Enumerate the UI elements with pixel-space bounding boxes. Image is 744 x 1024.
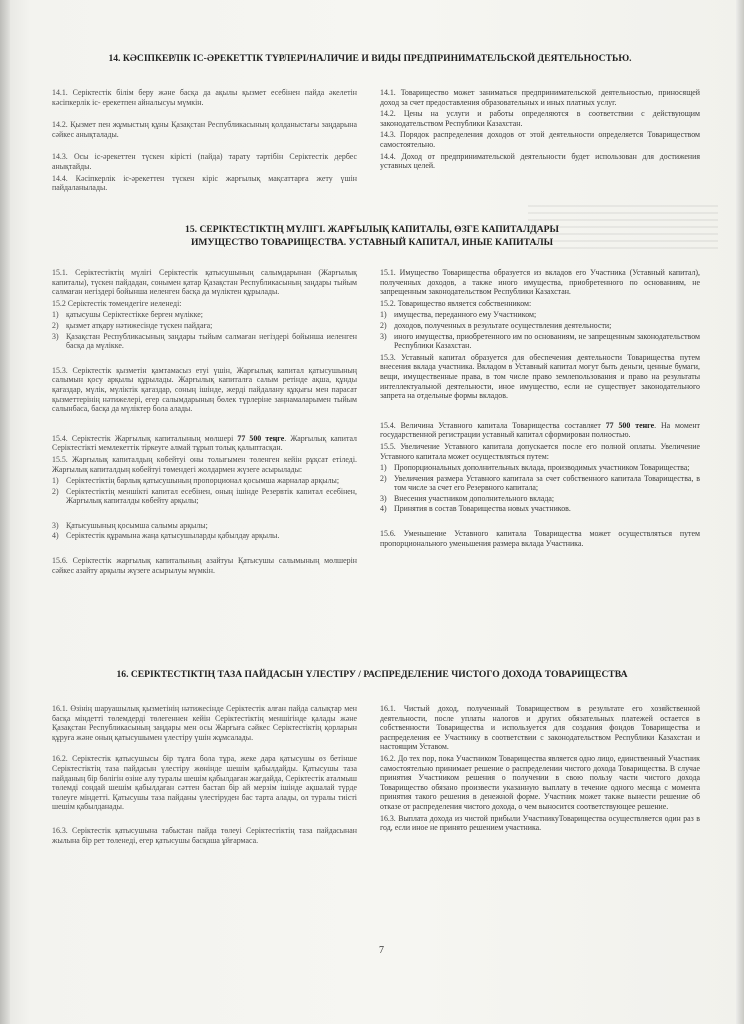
list-item: 3) Внесения участником дополнительного вклада; — [380, 493, 555, 503]
list-item: 3) Қазақстан Республикасының заңдары тыйым салмаған негіздері бойынша иеленген басқа да мүлікке. — [52, 331, 357, 351]
list-item: 2) қызмет атқару нәтижесінде түскен пайдаға; — [52, 320, 213, 330]
clause-15-1-ru: 15.1. Имущество Товарищества образуется из вкладов его Участника (Уставный капитал), полученных доходов, а также иного имущества, приобретенного по основаниям, не запрещенным законодательством Республики Казахстан. — [380, 268, 700, 297]
capital-amount-ru: 77 500 тенге — [605, 420, 655, 430]
clause-15-6-kz: 15.6. Серіктестік жарғылық капиталының азайтуы Қатысушы салымының мөлшерін сәйкес азайту арқылы жүзеге асырылуы мүмкін. — [52, 556, 357, 575]
section-15-title-ru: ИМУЩЕСТВО ТОВАРИЩЕСТВА. УСТАВНЫЙ КАПИТАЛ, ИНЫЕ КАПИТАЛЫ — [190, 237, 554, 248]
clause-16-1-kz: 16.1. Өзінің шаруашылық қызметінің нәтижесінде Серіктестік алған пайда салықтар мен басқа міндетті төлемдерді төлегеннен кейін Серіктестіктің меншігінде қалады және Қазақстан Республикасының заңдары мен осы Жарғыға сәйкес Серіктестіктің қорларын құруға және оның қатысушымен үлестіру үшін жұмсалады. — [52, 704, 357, 742]
list-item: 4) Принятия в состав Товарищества новых участников. — [380, 504, 571, 514]
clause-15-5-ru: 15.5. Увеличение Уставного капитала допускается после его полной оплаты. Увеличение Уставного капитала может осуществляться путем: — [380, 441, 700, 461]
clause-14-4-ru: 14.4. Доход от предпринимательской деятельности будет использован для достижения уставных целей. — [380, 151, 700, 171]
section-15-kazakh-column — [52, 268, 357, 582]
list-item: 3) Қатысушының қосымша салымы арқылы; — [52, 520, 208, 530]
list-item: 1) Серіктестіктің барлық қатысушының пропорционал қосымша жарналар арқылы; — [52, 476, 340, 486]
clause-14-1-ru: 14.1. Товарищество может заниматься предпринимательской деятельностью, приносящей доход за счет предоставления образовательных и иных платных услуг. — [380, 88, 700, 107]
clause-14-3-ru: 14.3. Порядок распределения доходов от этой деятельности определяется Товариществом самостоятельно. — [380, 130, 700, 149]
section-15-russian-column — [380, 268, 700, 555]
list-item: 2) доходов, полученных в результате осуществления деятельности; — [380, 320, 612, 330]
list-item: 1) қатысушы Серіктестікке берген мүлікке; — [52, 310, 203, 320]
clause-14-1-kz: 14.1. Серіктестік білім беру және басқа да ақылы қызмет есебінен пайда әкелетін кәсіпкерлік іс- ерекетпен айналысуы мүмкін. — [52, 88, 357, 107]
clause-14-2-kz: 14.2. Қызмет пен жұмыстың құны Қазақстан Республикасының қолданыстағы заңдарына сәйкес анықталады. — [52, 120, 357, 139]
section-15-title — [40, 223, 704, 249]
list-item: 2) Увеличения размера Уставного капитала за счет собственного капитала Товарищества, в том числе за счет его Резервного капитала; — [380, 473, 700, 493]
clause-16-2-ru: 16.2. До тех пор, пока Участником Товарищества является одно лицо, единственный Участник самостоятельно принимает решение о распределении чистого дохода Товарищества. В случае принятия Участником решения о получении в свою пользу части чистого дохода Товарищество обязано произвести указанную выплату в течение одного месяца с момента принятия такого решения в денежной форме. Участник может также вынести решение об отказе от распределения чистого дохода, о чем выносится соответствующее решение. — [380, 753, 700, 811]
section-14-kazakh-column — [52, 88, 357, 195]
clause-15-4-ru: 15.4. Величина Уставного капитала Товарищества составляет 77 500 тенге. На момент государственной регистрации уставный капитал сформирован полностью. — [380, 420, 700, 440]
section-15-title-kz: 15. СЕРІКТЕСТІКТІҢ МҮЛІГІ. ЖАРҒЫЛЫҚ КАПИТАЛЫ, ӨЗГЕ КАПИТАЛДАРЫ — [185, 224, 559, 235]
page-number: 7 — [379, 945, 384, 956]
section-16-title: 16. СЕРІКТЕСТІКТІҢ ТАЗА ПАЙДАСЫН ҮЛЕСТІРУ / РАСПРЕДЕЛЕНИЕ ЧИСТОГО ДОХОДА ТОВАРИЩЕСТВА — [116, 669, 628, 680]
clause-15-1-kz: 15.1. Серіктестіктің мүлігі Серіктестік қатысушының салымдарынан (Жарғылық капиталы), түскен пайдадан, сонымен қатар Қазақстан Республикасының заңдары тыйым салмаған негіздері бойынша иеленген басқа да мүліктен құрылады. — [52, 268, 357, 297]
list-item: 1) имущества, переданного ему Участником; — [380, 310, 537, 320]
clause-15-2-kz: 15.2 Серіктестік төмендегіге иеленеді: — [52, 298, 182, 308]
clause-16-1-ru: 16.1. Чистый доход, полученный Товариществом в результате его хозяйственной деятельности, после уплаты налогов и других обязательных платежей остается в собственности Товарищества и используется для создания фондов Товарищества и распределения ее Участнику в соответствии с законодательством Республики Казахстан и настоящим Уставом. — [380, 704, 700, 752]
clause-15-3-kz: 15.3. Серіктестік қызметін қамтамасыз етуі үшін, Жарғылық капитал қатысушының салымын қосу арқылы құрылады. Жарғылық капиталға салым ретінде ақша, құнды қағаздар, мүлік, мүліктік қағаздар, соның ішінде, жерді пайдалану құқығы мен парасат қызметтерінің нәтижелері, егер салымдарының бөлек түрлеріне заңнамаларымен тыйым салынбаса, басқа да мүліктер бола алады. — [52, 365, 357, 414]
section-14-russian-column — [380, 88, 700, 173]
clause-14-3-kz: 14.3. Осы іс-әрекеттен түскен кірісті (пайда) тарату тәртібін Серіктестік дербес анықтайды. — [52, 152, 357, 171]
capital-amount-kz: 77 500 теңге — [237, 433, 285, 443]
clause-15-3-ru: 15.3. Уставный капитал образуется для обеспечения деятельности Товарищества путем внесения вклада участника. Вкладом в Уставный капитал могут быть деньги, ценные бумаги, вещи, имущественные права, в том числе право землепользования и право на результаты интеллектуальной деятельности, иное имущество, если не существует законодательного запрета на отдельные формы вкладов. — [380, 352, 700, 401]
clause-14-2-ru: 14.2. Цены на услуги и работы определяются в соответствии с действующим законодательством Республики Казахстан. — [380, 109, 700, 128]
page-right-edge — [736, 0, 744, 1024]
clause-15-4-kz: 15.4. Серіктестік Жарғылық капиталының мөлшері 77 500 теңге. Жарғылық капитал Серіктестікті мемлекеттік тіркеуге алмай тұрып толық қалыптасқан. — [52, 433, 357, 453]
clause-16-3-kz: 16.3. Серіктестік қатысушына табыстан пайда төлеуі Серіктестіктің таза пайдасынан жылына бір рет төленеді, егер қатысушы басқаша ұйғармаса. — [52, 825, 357, 845]
clause-15-5-kz: 15.5. Жарғылық капиталдың көбейтуі оны толығымен төленген кейін рұқсат етіледі. Жарғылық капиталдың көбейтуі төмендегі жолдармен жүзеге асырылады: — [52, 454, 357, 474]
section-16-russian-column — [380, 704, 700, 835]
clause-16-2-kz: 16.2. Серіктестік қатысушысы бір тұлға бола тұра, жеке дара қатысушы өз бетінше Серіктестіктің таза пайдасын үлестіру жөнінде шешім қабылдайды. Қатысушы таза пайданың бір бөлігін өзіне алу туралы шешім қабылдаған жағдайда, Серіктестік аталмыш төлемді сондай шешім қабылдаған сәттен бастап бір ай мерзім ішінде ақшалай түрде төлеуге міндетті. Қатысушы таза пайданы үлестіруден бас тарта алады, ол туралы тиісті шешім қабылданады. — [52, 754, 357, 812]
clause-15-2-ru: 15.2. Товарищество является собственником: — [380, 298, 532, 308]
list-item: 4) Серіктестік құрамына жаңа қатысушыларды қабылдау арқылы. — [52, 531, 280, 541]
page-left-shadow — [0, 0, 10, 1024]
clause-15-6-ru: 15.6. Уменьшение Уставного капитала Товарищества может осуществляться путем пропорционального уменьшения размера вклада Участника. — [380, 529, 700, 548]
list-item: 3) иного имущества, приобретенного им по основаниям, не запрещенным законодательством Республики Казахстан. — [380, 331, 700, 351]
list-item: 2) Серіктестіктің меншікті капитал есебінен, оның ішінде Резервтік капитал есебінен, Жарғылық капиталды көбейту арқылы; — [52, 486, 357, 506]
list-item: 1) Пропорциональных дополнительных вклада, производимых участником Товарищества; — [380, 463, 690, 473]
section-16-kazakh-column — [52, 704, 357, 852]
clause-16-3-ru: 16.3. Выплата дохода из чистой прибыли УчастникуТоварищества осуществляется один раз в год, если иное не принято решением участника. — [380, 813, 700, 833]
clause-14-4-kz: 14.4. Кәсіпкерлік іс-әрекеттен түскен кіріс жарғылық мақсаттарға жету үшін пайдаланылады. — [52, 173, 357, 193]
section-14-title: 14. КӘСІПКЕРЛІК ІС-ӘРЕКЕТТІК ТҮРЛЕРІ/НАЛИЧИЕ И ВИДЫ ПРЕДПРИНИМАТЕЛЬСКОЙ ДЕЯТЕЛЬНОСТЬЮ. — [108, 53, 632, 64]
